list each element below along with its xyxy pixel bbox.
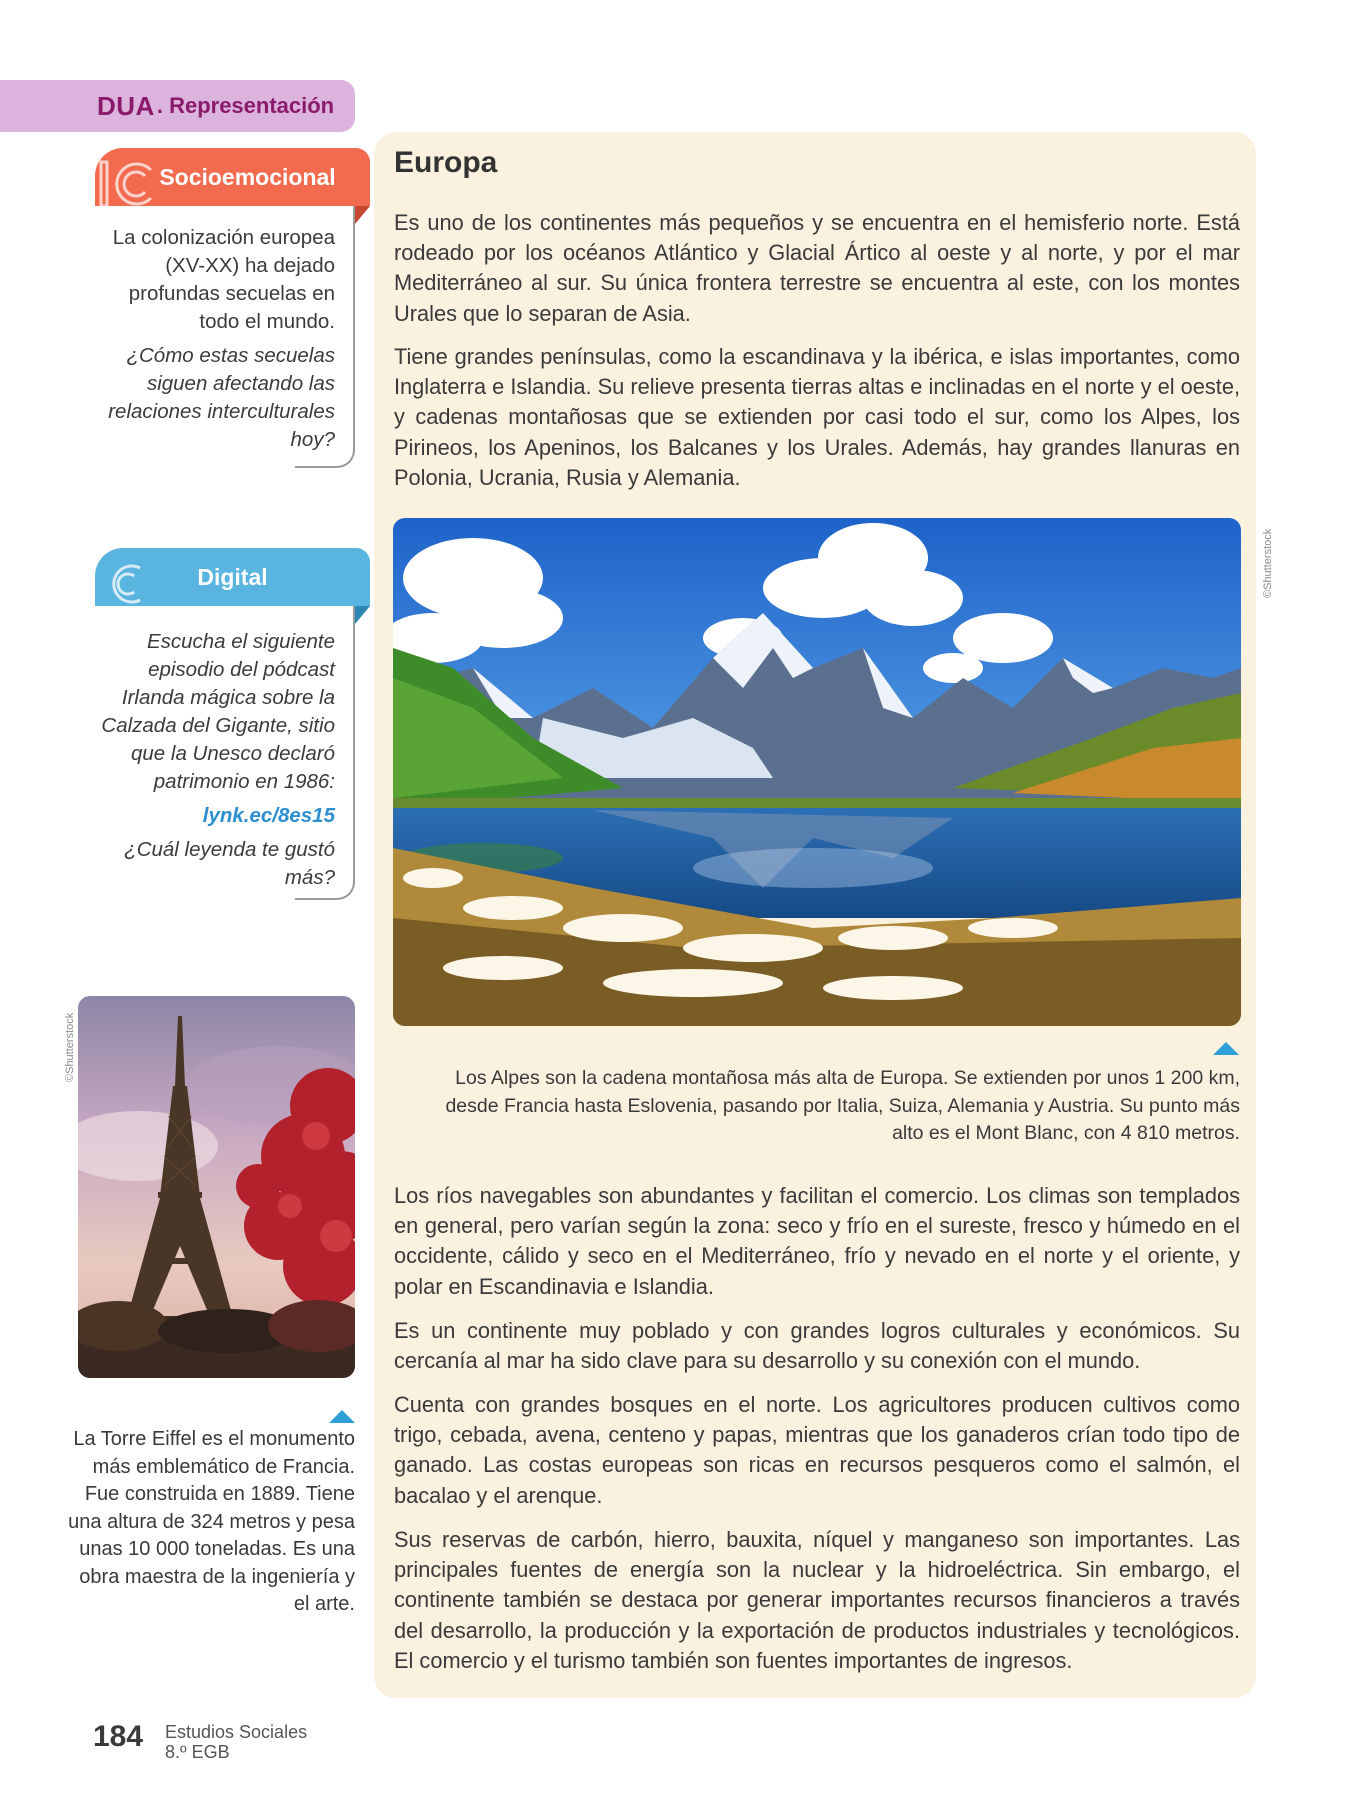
- eiffel-caption-line: La Torre Eiffel es el monumento: [73, 1428, 355, 1450]
- socio-fold-icon: [355, 206, 370, 226]
- page-title: Europa: [394, 146, 498, 179]
- dua-sublabel: . Representación: [156, 93, 335, 118]
- eiffel-caption-line: el arte.: [293, 1593, 355, 1615]
- eiffel-caption-line: unas 10 000 toneladas. Es una: [79, 1538, 355, 1560]
- alps-caption-marker-icon: [1213, 1042, 1239, 1055]
- podcast-link[interactable]: lynk.ec/8es15: [202, 804, 335, 827]
- eiffel-tower-photo: [78, 996, 355, 1378]
- socio-line-2: (XV-XX) ha dejado: [165, 254, 335, 277]
- eiffel-caption: [68, 1426, 355, 1619]
- digital-question-1: ¿Cuál leyenda te gustó: [124, 838, 335, 861]
- digital-line-1: Escucha el siguiente: [146, 630, 335, 653]
- eiffel-caption-line: Fue construida en 1889. Tiene: [84, 1483, 355, 1505]
- ic-logo-icon: [97, 156, 161, 212]
- socio-line-3: profundas secuelas en: [128, 282, 335, 305]
- digital-logo-icon: [100, 556, 150, 612]
- digital-line-3: Irlanda mágica sobre la: [121, 686, 335, 709]
- eiffel-caption-line: más emblemático de Francia.: [92, 1455, 355, 1478]
- alps-caption-line: desde Francia hasta Eslovenia, pasando por Italia, Suiza, Alemania y Austria. Su punto más: [445, 1094, 1240, 1117]
- digital-line-2: episodio del pódcast: [148, 658, 335, 681]
- socio-question-4: hoy?: [290, 428, 335, 451]
- digital-title: Digital: [197, 563, 268, 590]
- digital-line-6: patrimonio en 1986:: [153, 770, 335, 793]
- paragraph-4: Es un continente muy poblado y con grandes logros culturales y económicos. Su cercanía al mar ha sido clave para su desarrollo y su conexión con el mundo.: [394, 1318, 1240, 1374]
- subject-name: Estudios Sociales: [165, 1722, 308, 1742]
- eiffel-caption-marker-icon: [329, 1410, 355, 1423]
- socioemocional-title: Socioemocional: [159, 163, 336, 190]
- dua-tab: [0, 80, 355, 132]
- digital-question-2: más?: [284, 866, 335, 889]
- socio-question-3: relaciones interculturales: [108, 400, 335, 423]
- socio-question-2: siguen afectando las: [146, 372, 335, 395]
- digital-fold-icon: [355, 606, 370, 626]
- digital-line-5: que la Unesco declaró: [131, 742, 335, 765]
- alps-photo: [393, 518, 1241, 1026]
- socioemocional-text: [95, 224, 335, 454]
- grade-level: 8.º EGB: [165, 1742, 230, 1762]
- paragraph-3: Los ríos navegables son abundantes y facilitan el comercio. Los climas son templados en general, pero varían según la zona: seco y frío en el sureste, fresco y húmedo en el occidente, cálido y seco en el Mediterráneo, frío y nevado en el norte y el oriente, y polar en Escandinavia e Islandia.: [394, 1183, 1240, 1299]
- socio-line-1: La colonización europea: [112, 226, 335, 249]
- footer-subject: [165, 1722, 307, 1762]
- socio-line-4: todo el mundo.: [199, 310, 335, 333]
- dua-label: DUA: [97, 90, 155, 121]
- alps-caption-line: alto es el Mont Blanc, con 4 810 metros.: [892, 1122, 1240, 1144]
- page-number: 184: [93, 1720, 144, 1753]
- socio-question-1: ¿Cómo estas secuelas: [126, 344, 335, 367]
- paragraph-5: Cuenta con grandes bosques en el norte. Los agricultores producen cultivos como trigo, cebada, avena, centeno y papas, mientras que los ganaderos crían todo tipo de ganado. Las costas europeas son ricas en recursos pesqueros como el salmón, el bacalao y el arenque.: [394, 1392, 1240, 1508]
- eiffel-caption-line: una altura de 324 metros y pesa: [68, 1510, 355, 1533]
- digital-text: [95, 628, 335, 892]
- paragraph-2: Tiene grandes penínsulas, como la escandinava y la ibérica, e islas importantes, como Inglaterra e Islandia. Su relieve presenta tierras altas e inclinadas en el norte y el oeste, y cadenas montañosas que se extienden por casi todo el sur, como los Alpes, los Pirineos, los Apeninos, los Balcanes y los Urales. Además, hay grandes llanuras en Polonia, Ucrania, Rusia y Alemania.: [394, 344, 1240, 490]
- paragraph-6: Sus reservas de carbón, hierro, bauxita, níquel y manganeso son importantes. Las principales fuentes de energía son la nuclear y la hidroeléctrica. Sin embargo, el continente también se destaca por generar importantes recursos financieros a través del desarrollo, la producción y la exportación de productos industriales y tecnológicos. El comercio y el turismo también son fuentes importantes de ingresos.: [394, 1527, 1240, 1673]
- digital-line-4: Calzada del Gigante, sitio: [101, 714, 335, 737]
- alps-caption-line: Los Alpes son la cadena montañosa más alta de Europa. Se extienden por unos 1 200 km,: [455, 1067, 1240, 1089]
- alps-credit: ©Shutterstock: [1262, 528, 1274, 598]
- alps-caption: [420, 1065, 1240, 1148]
- eiffel-caption-line: obra maestra de la ingeniería y: [79, 1565, 355, 1588]
- eiffel-credit: ©Shutterstock: [64, 1012, 76, 1082]
- paragraph-1: Es uno de los continentes más pequeños y se encuentra en el hemisferio norte. Está rodeado por los océanos Atlántico y Glacial Ártico al oeste y al norte, y por el mar Mediterráneo al sur. Su única frontera terrestre se encuentra al este, con los montes Urales que lo separan de Asia.: [394, 210, 1240, 326]
